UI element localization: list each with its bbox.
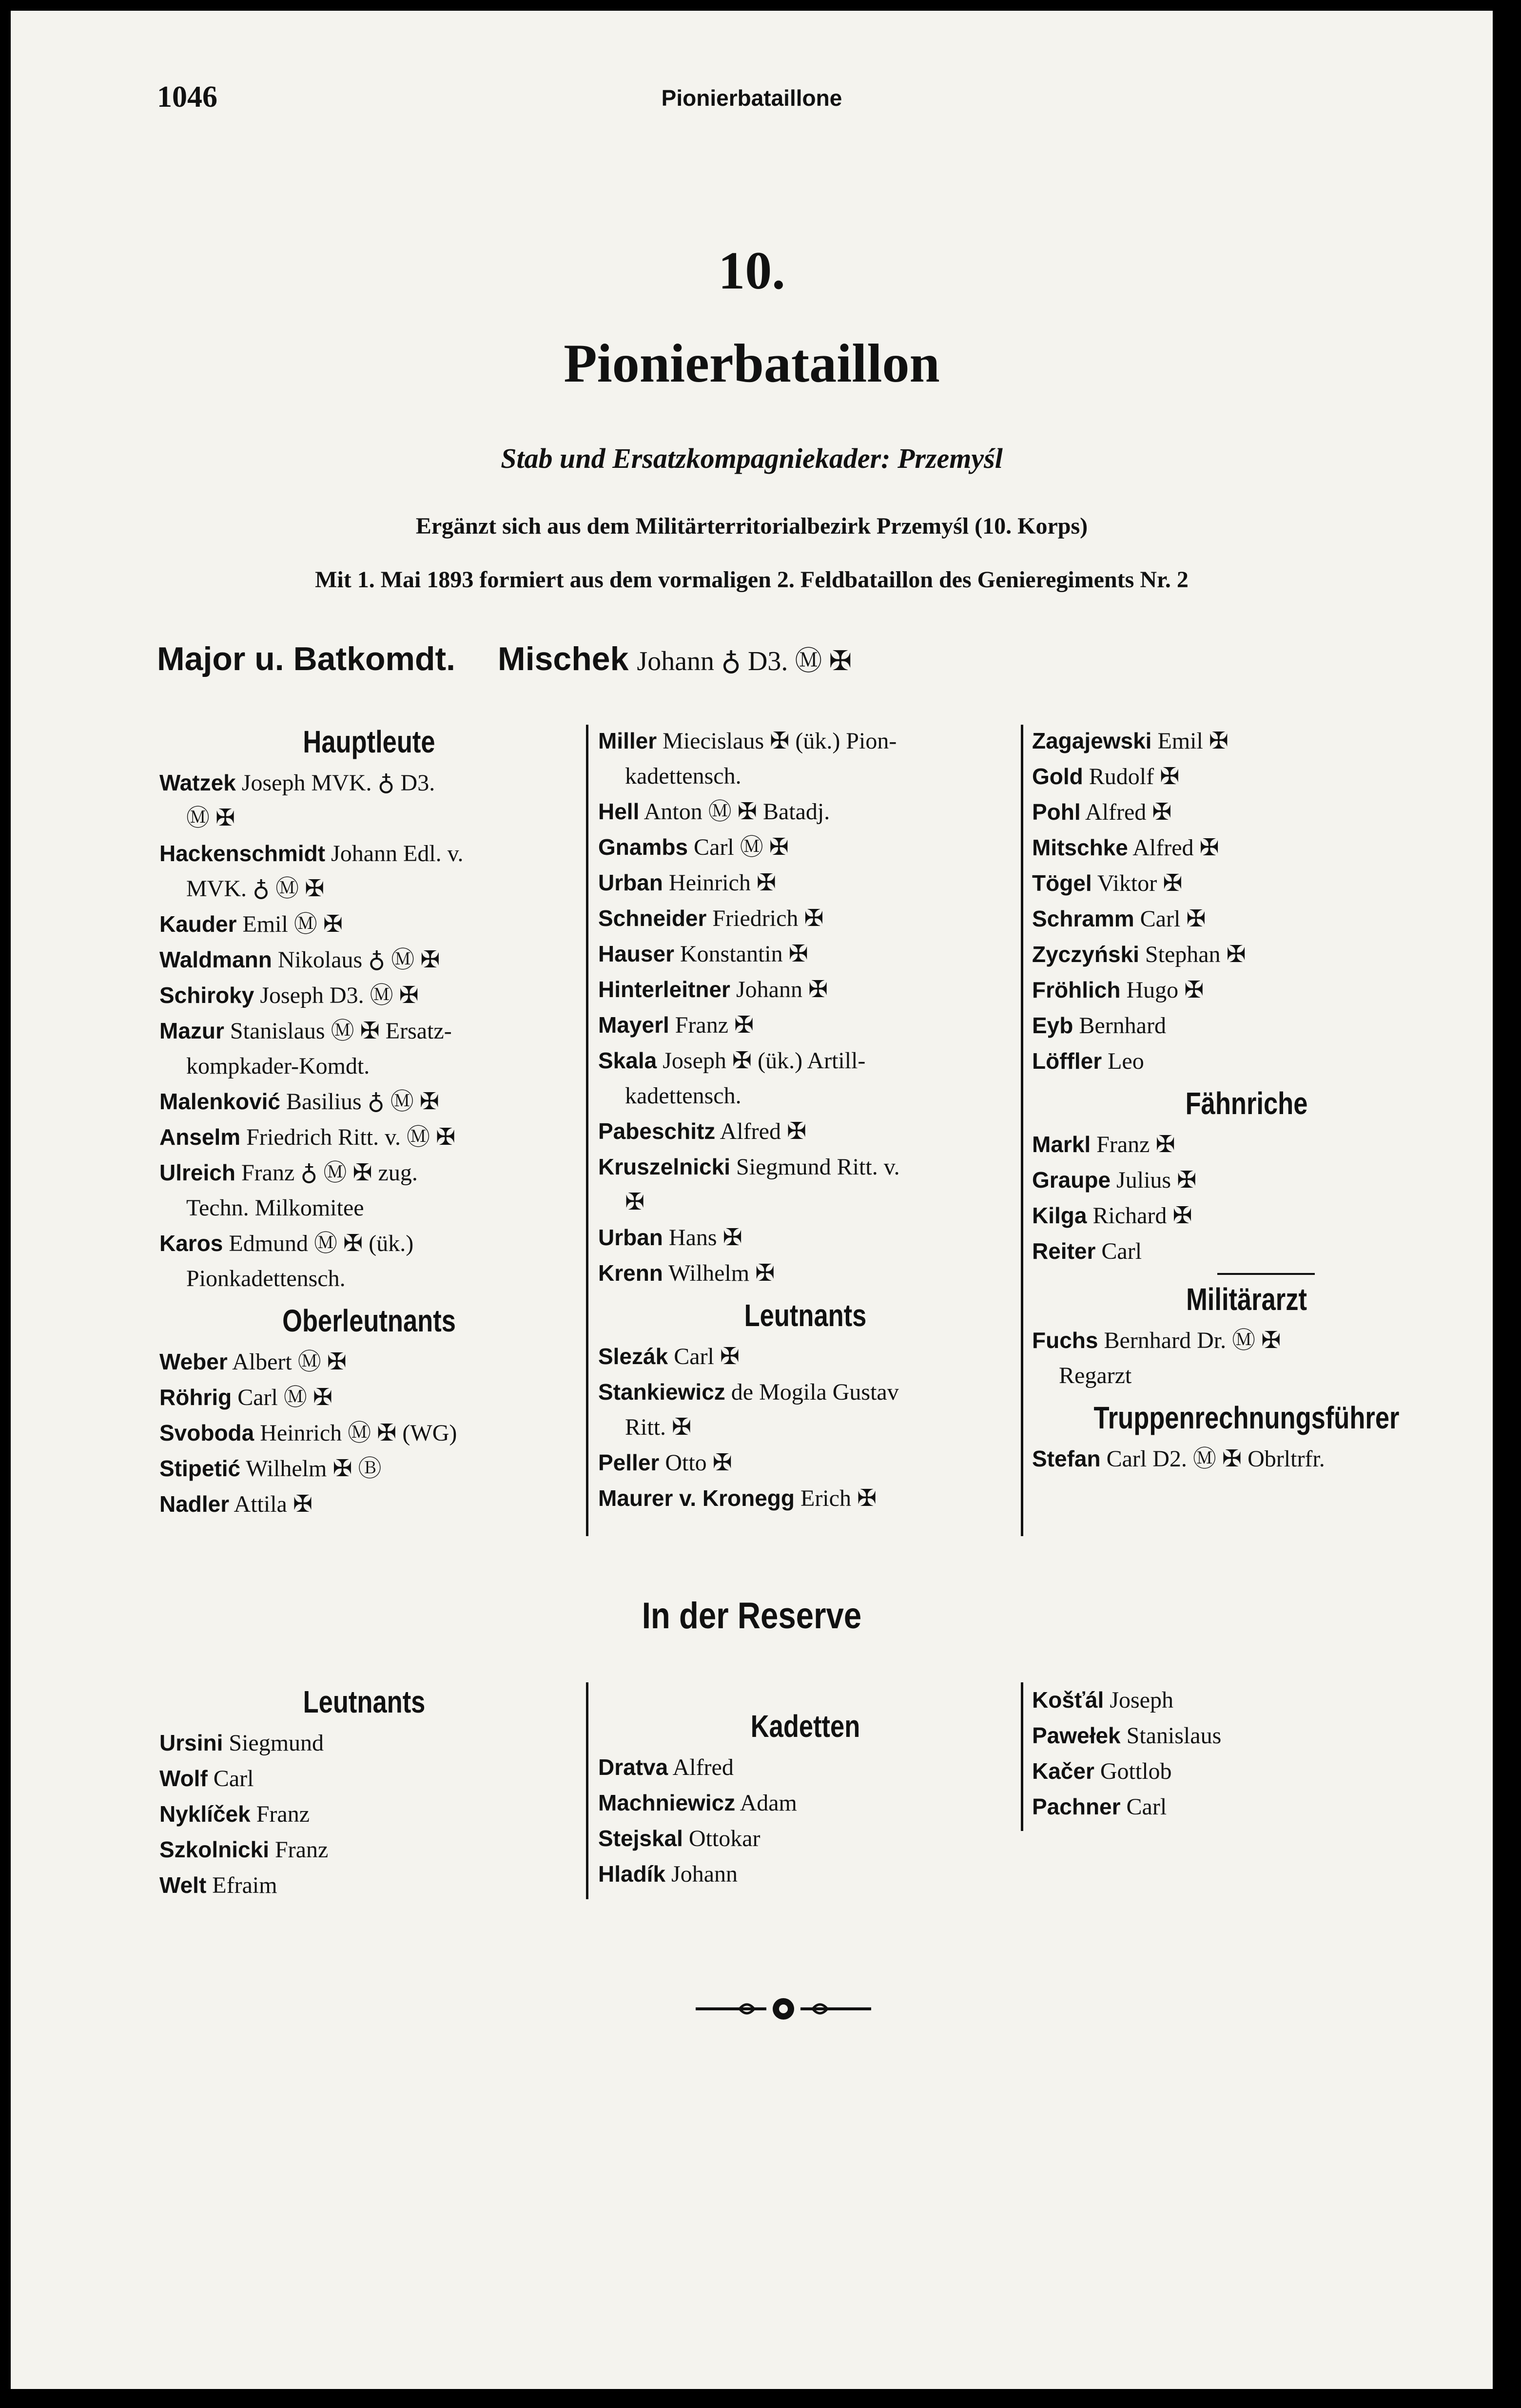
heading-faehnriche: Fähnriche (1185, 1086, 1308, 1121)
entry-details: Attila ✠ (234, 1491, 313, 1517)
running-head: Pionierbataillone (661, 85, 842, 111)
list-item (598, 1481, 1013, 1516)
entry-surname: Mayerl (598, 1012, 669, 1038)
list-item (1032, 1198, 1461, 1233)
entry-details: Basilius ♁ Ⓜ ✠ (286, 1089, 439, 1115)
entry-details: Richard ✠ (1092, 1203, 1192, 1229)
entry-surname: Košťál (1032, 1687, 1104, 1713)
entry-surname: Hinterleitner (598, 977, 730, 1002)
list-item (159, 1451, 579, 1486)
list-item (1032, 901, 1461, 937)
entry-details: Julius ✠ (1116, 1167, 1197, 1193)
list-item (598, 936, 1013, 972)
entry-surname: Nyklíček (159, 1801, 251, 1827)
list-item (159, 1013, 579, 1084)
entry-surname: Hackenschmidt (159, 841, 326, 866)
entry-surname: Hladík (598, 1861, 666, 1887)
commander-rank: Major u. Batkomdt. (157, 640, 456, 677)
list-item (1032, 723, 1461, 759)
entry-details: Carl D2. Ⓜ ✠ Obrltrfr. (1106, 1446, 1325, 1472)
entry-surname: Stipetić (159, 1456, 241, 1481)
entry-surname: Kruszelnicki (598, 1154, 730, 1179)
entry-surname: Zyczyński (1032, 942, 1139, 967)
entry-surname: Schramm (1032, 906, 1134, 931)
entry-details: Gottlob (1100, 1758, 1172, 1784)
list-col2 (598, 723, 1013, 1291)
list-item (159, 1796, 569, 1832)
entry-surname: Mitschke (1032, 835, 1128, 860)
reserve-heading-kadetten: Kadetten (750, 1709, 860, 1744)
entry-surname: Röhrig (159, 1385, 232, 1410)
heading-oberleutnants: Oberleutnants (282, 1303, 456, 1338)
entry-details: Siegmund (229, 1730, 324, 1756)
list-item (1032, 1323, 1461, 1393)
list-rechnung (1032, 1441, 1461, 1477)
list-item (159, 836, 579, 906)
entry-surname: Urban (598, 870, 663, 895)
list-item (598, 1339, 1013, 1374)
entry-details: Carl (1126, 1794, 1167, 1820)
entry-details: Albert Ⓜ ✠ (232, 1349, 347, 1375)
list-item (159, 1486, 579, 1522)
commander-details: Johann ♁ D3. Ⓜ ✠ (637, 646, 852, 676)
entry-surname: Wolf (159, 1766, 208, 1791)
entry-details: Hans ✠ (668, 1225, 742, 1251)
entry-surname: Nadler (159, 1491, 230, 1517)
entry-continuation: MVK. ♁ Ⓜ ✠ (186, 876, 325, 902)
entry-details: Viktor ✠ (1097, 870, 1183, 896)
entry-details: Wilhelm ✠ Ⓑ (246, 1456, 382, 1482)
reserve-divider-1 (586, 1682, 588, 1899)
entry-details: Stephan ✠ (1145, 942, 1246, 967)
list-item (1032, 937, 1461, 972)
list-faehnriche (1032, 1127, 1461, 1269)
entry-details: Joseph D3. Ⓜ ✠ (260, 982, 419, 1008)
entry-surname: Stefan (1032, 1446, 1101, 1471)
heading-truppenrechnungsfuehrer: Truppenrechnungsführer (1093, 1400, 1400, 1435)
entry-details: Friedrich ✠ (712, 905, 824, 931)
list-item (1032, 759, 1461, 794)
entry-surname: Welt (159, 1872, 207, 1898)
entry-details: Anton Ⓜ ✠ Batadj. (644, 799, 830, 825)
entry-surname: Reiter (1032, 1238, 1096, 1264)
list-item (1032, 1789, 1446, 1825)
list-item (598, 1255, 1013, 1291)
entry-details: Alfred ✠ (1132, 835, 1219, 861)
entry-surname: Waldmann (159, 947, 272, 972)
list-item (159, 1832, 569, 1868)
list-item (598, 1821, 1013, 1856)
entry-details: Franz (274, 1837, 329, 1863)
entry-surname: Miller (598, 728, 657, 753)
reserve-title: In der Reserve (642, 1595, 862, 1637)
entry-details: Heinrich Ⓜ ✠ (WG) (260, 1420, 457, 1446)
list-item (1032, 1043, 1461, 1079)
entry-details: Carl (213, 1766, 254, 1792)
entry-surname: Gold (1032, 764, 1083, 789)
entry-details: Erich ✠ (800, 1485, 877, 1511)
list-item (159, 978, 579, 1013)
entry-details: Rudolf ✠ (1089, 764, 1180, 790)
entry-surname: Watzek (159, 770, 236, 795)
entry-surname: Markl (1032, 1132, 1091, 1157)
entry-surname: Pawełek (1032, 1723, 1121, 1748)
heading-leutnants: Leutnants (744, 1298, 867, 1333)
entry-details: Ottokar (688, 1826, 760, 1851)
entry-surname: Urban (598, 1225, 663, 1250)
recruitment-line: Ergänzt sich aus dem Militärterritorialbezirk Przemyśl (10. Korps) (415, 513, 1088, 539)
entry-details: Emil ✠ (1157, 728, 1228, 754)
entry-details: Franz ✠ (675, 1012, 754, 1038)
list-item (598, 1007, 1013, 1043)
list-item (598, 1043, 1013, 1114)
formation-line: Mit 1. Mai 1893 formiert aus dem vormaligen 2. Feldbataillon des Genieregiments Nr. 2 (315, 567, 1189, 593)
entry-details: Carl Ⓜ ✠ (237, 1385, 333, 1410)
document-page (11, 11, 1493, 2389)
entry-surname: Pabeschitz (598, 1118, 716, 1144)
entry-surname: Weber (159, 1349, 228, 1374)
list-item (598, 829, 1013, 865)
entry-continuation: Ritt. ✠ (625, 1414, 692, 1440)
entry-surname: Karos (159, 1231, 223, 1256)
entry-surname: Dratva (598, 1754, 668, 1780)
entry-details: Carl ✠ (1140, 906, 1206, 932)
entry-surname: Skala (598, 1048, 657, 1073)
entry-details: Konstantin ✠ (680, 941, 808, 967)
list-item (159, 1119, 579, 1155)
entry-surname: Tögel (1032, 870, 1092, 896)
column-3 (1032, 723, 1461, 1477)
staff-prefix: Stab und Ersatzkompagniekader: (501, 443, 891, 474)
entry-surname: Pachner (1032, 1794, 1121, 1819)
entry-surname: Schneider (598, 905, 707, 931)
entry-details: Bernhard (1079, 1013, 1166, 1039)
list-item (598, 723, 1013, 794)
list-item (598, 794, 1013, 829)
entry-details: Johann (671, 1861, 738, 1887)
list-item (159, 906, 579, 942)
reserve-column-2 (598, 1702, 1013, 1892)
list-item (598, 1750, 1013, 1785)
list-item (598, 1114, 1013, 1149)
list-item (598, 901, 1013, 936)
list-arzt (1032, 1323, 1461, 1393)
entry-details: Wilhelm ✠ (668, 1260, 775, 1286)
entry-continuation: kompkader-Komdt. (186, 1053, 370, 1079)
list-item (1032, 794, 1461, 830)
entry-surname: Anselm (159, 1124, 241, 1150)
list-oberleutnants (159, 1344, 579, 1522)
entry-details: Nikolaus ♁ Ⓜ ✠ (277, 947, 440, 973)
list-item (159, 1084, 579, 1119)
entry-details: Joseph MVK. ♁ D3. (241, 770, 435, 796)
heading-hauptleute: Hauptleute (303, 724, 435, 759)
list-hauptleute (159, 765, 579, 1296)
unit-number: 10. (718, 241, 785, 300)
list-item (598, 1374, 1013, 1445)
list-item (598, 1445, 1013, 1481)
entry-continuation: kadettensch. (625, 763, 741, 789)
entry-surname: Machniewicz (598, 1790, 736, 1815)
entry-surname: Stejskal (598, 1826, 683, 1851)
entry-details: Joseph ✠ (ük.) Artill- (663, 1048, 866, 1074)
entry-surname: Slezák (598, 1344, 668, 1369)
entry-surname: Malenković (159, 1089, 280, 1114)
entry-surname: Kauder (159, 911, 237, 937)
list-item (598, 1785, 1013, 1821)
commander-line (157, 639, 852, 678)
reserve-heading-leutnants: Leutnants (303, 1684, 426, 1719)
entry-surname: Fuchs (1032, 1328, 1098, 1353)
entry-details: Alfred ✠ (720, 1118, 807, 1144)
list-item (598, 1220, 1013, 1255)
entry-details: Hugo ✠ (1126, 977, 1204, 1003)
entry-details: Carl (1101, 1238, 1142, 1264)
entry-details: Johann ✠ (736, 977, 828, 1002)
entry-surname: Pohl (1032, 799, 1081, 825)
entry-details: Emil Ⓜ ✠ (242, 911, 343, 937)
entry-details: Adam (740, 1790, 797, 1816)
entry-details: Miecislaus ✠ (ük.) Pion- (663, 728, 897, 754)
list-item (1032, 1682, 1446, 1718)
entry-details: Otto ✠ (665, 1450, 732, 1476)
entry-details: Siegmund Ritt. v. (736, 1154, 900, 1180)
list-item (159, 1344, 579, 1380)
staff-line (11, 442, 1493, 475)
entry-continuation: Techn. Milkomitee (186, 1195, 364, 1221)
entry-details: Stanislaus (1126, 1723, 1222, 1749)
list-item (598, 1149, 1013, 1220)
entry-surname: Schiroky (159, 982, 254, 1008)
reserve-column-3 (1032, 1682, 1446, 1825)
list-item (159, 1380, 579, 1415)
entry-surname: Löffler (1032, 1048, 1102, 1074)
list-item (159, 1415, 579, 1451)
entry-continuation: Pionkadettensch. (186, 1266, 346, 1291)
entry-surname: Peller (598, 1450, 660, 1475)
entry-surname: Hauser (598, 941, 674, 966)
entry-details: Alfred ✠ (1085, 799, 1172, 825)
entry-details: Heinrich ✠ (668, 870, 777, 896)
entry-details: Franz ✠ (1096, 1132, 1175, 1157)
separator-rule (1217, 1273, 1315, 1275)
entry-surname: Svoboda (159, 1420, 254, 1445)
entry-surname: Szkolnicki (159, 1837, 269, 1862)
entry-surname: Mazur (159, 1018, 224, 1043)
list-item (1032, 1008, 1461, 1043)
reserve-divider-2 (1021, 1682, 1023, 1831)
entry-details: Efraim (212, 1872, 277, 1898)
entry-details: Johann Edl. v. (331, 841, 464, 867)
entry-surname: Eyb (1032, 1013, 1073, 1038)
entry-continuation: kadettensch. (625, 1083, 741, 1109)
entry-details: Franz ♁ Ⓜ ✠ zug. (241, 1160, 418, 1186)
page-number: 1046 (157, 80, 217, 114)
entry-surname: Stankiewicz (598, 1379, 725, 1405)
entry-details: Bernhard Dr. Ⓜ ✠ (1104, 1328, 1281, 1353)
list-item (1032, 1753, 1446, 1789)
entry-details: Franz (256, 1801, 310, 1827)
list-item (1032, 1441, 1461, 1477)
list-item (159, 1725, 569, 1761)
entry-details: Edmund Ⓜ ✠ (ük.) (229, 1231, 414, 1256)
column-1 (159, 717, 579, 1522)
entry-surname: Ulreich (159, 1160, 235, 1185)
list-item (159, 1761, 569, 1796)
list-item (159, 1868, 569, 1903)
entry-surname: Ursini (159, 1730, 223, 1755)
entry-continuation: ✠ (625, 1189, 645, 1215)
entry-details: Alfred (672, 1754, 734, 1780)
column-2 (598, 723, 1013, 1516)
list-item (1032, 830, 1461, 866)
column-divider-1 (586, 725, 588, 1536)
unit-title: Pionierbataillon (564, 333, 940, 394)
reserve-list-leutnants (159, 1725, 569, 1903)
list-item (159, 765, 579, 836)
list-item (1032, 1162, 1461, 1198)
list-item (598, 972, 1013, 1007)
entry-surname: Krenn (598, 1260, 663, 1286)
entry-surname: Maurer v. Kronegg (598, 1485, 795, 1511)
entry-surname: Graupe (1032, 1167, 1111, 1193)
list-item (159, 1155, 579, 1226)
list-item (598, 865, 1013, 901)
entry-details: Stanislaus Ⓜ ✠ Ersatz- (230, 1018, 452, 1044)
entry-details: Joseph (1110, 1687, 1173, 1713)
list-item (1032, 972, 1461, 1008)
list-item (1032, 866, 1461, 901)
column-divider-2 (1021, 725, 1023, 1536)
list-item (159, 942, 579, 978)
entry-details: Carl ✠ (674, 1344, 740, 1369)
entry-details: Carl Ⓜ ✠ (694, 834, 789, 860)
list-item (598, 1856, 1013, 1892)
entry-continuation: Ⓜ ✠ (186, 805, 235, 831)
reserve-list-col3 (1032, 1682, 1446, 1825)
entry-details: Friedrich Ritt. v. Ⓜ ✠ (246, 1124, 456, 1150)
staff-place: Przemyśl (897, 443, 1003, 474)
list-item (159, 1226, 579, 1296)
entry-details: de Mogila Gustav (731, 1379, 899, 1405)
list-item (1032, 1233, 1461, 1269)
entry-details: Leo (1108, 1048, 1144, 1074)
commander-surname: Mischek (498, 640, 629, 677)
entry-surname: Kačer (1032, 1758, 1094, 1784)
entry-continuation: Regarzt (1059, 1363, 1132, 1388)
entry-surname: Kilga (1032, 1203, 1087, 1228)
list-col3 (1032, 723, 1461, 1079)
heading-militaerarzt: Militärarzt (1186, 1282, 1307, 1317)
list-leutnants (598, 1339, 1013, 1516)
entry-surname: Gnambs (598, 834, 688, 860)
entry-surname: Hell (598, 799, 640, 824)
list-item (1032, 1127, 1461, 1162)
entry-surname: Fröhlich (1032, 977, 1121, 1002)
reserve-list-kadetten (598, 1750, 1013, 1892)
entry-surname: Zagajewski (1032, 728, 1152, 753)
reserve-column-1 (159, 1677, 569, 1903)
ornament-divider-icon (693, 1994, 874, 2023)
list-item (1032, 1718, 1446, 1753)
